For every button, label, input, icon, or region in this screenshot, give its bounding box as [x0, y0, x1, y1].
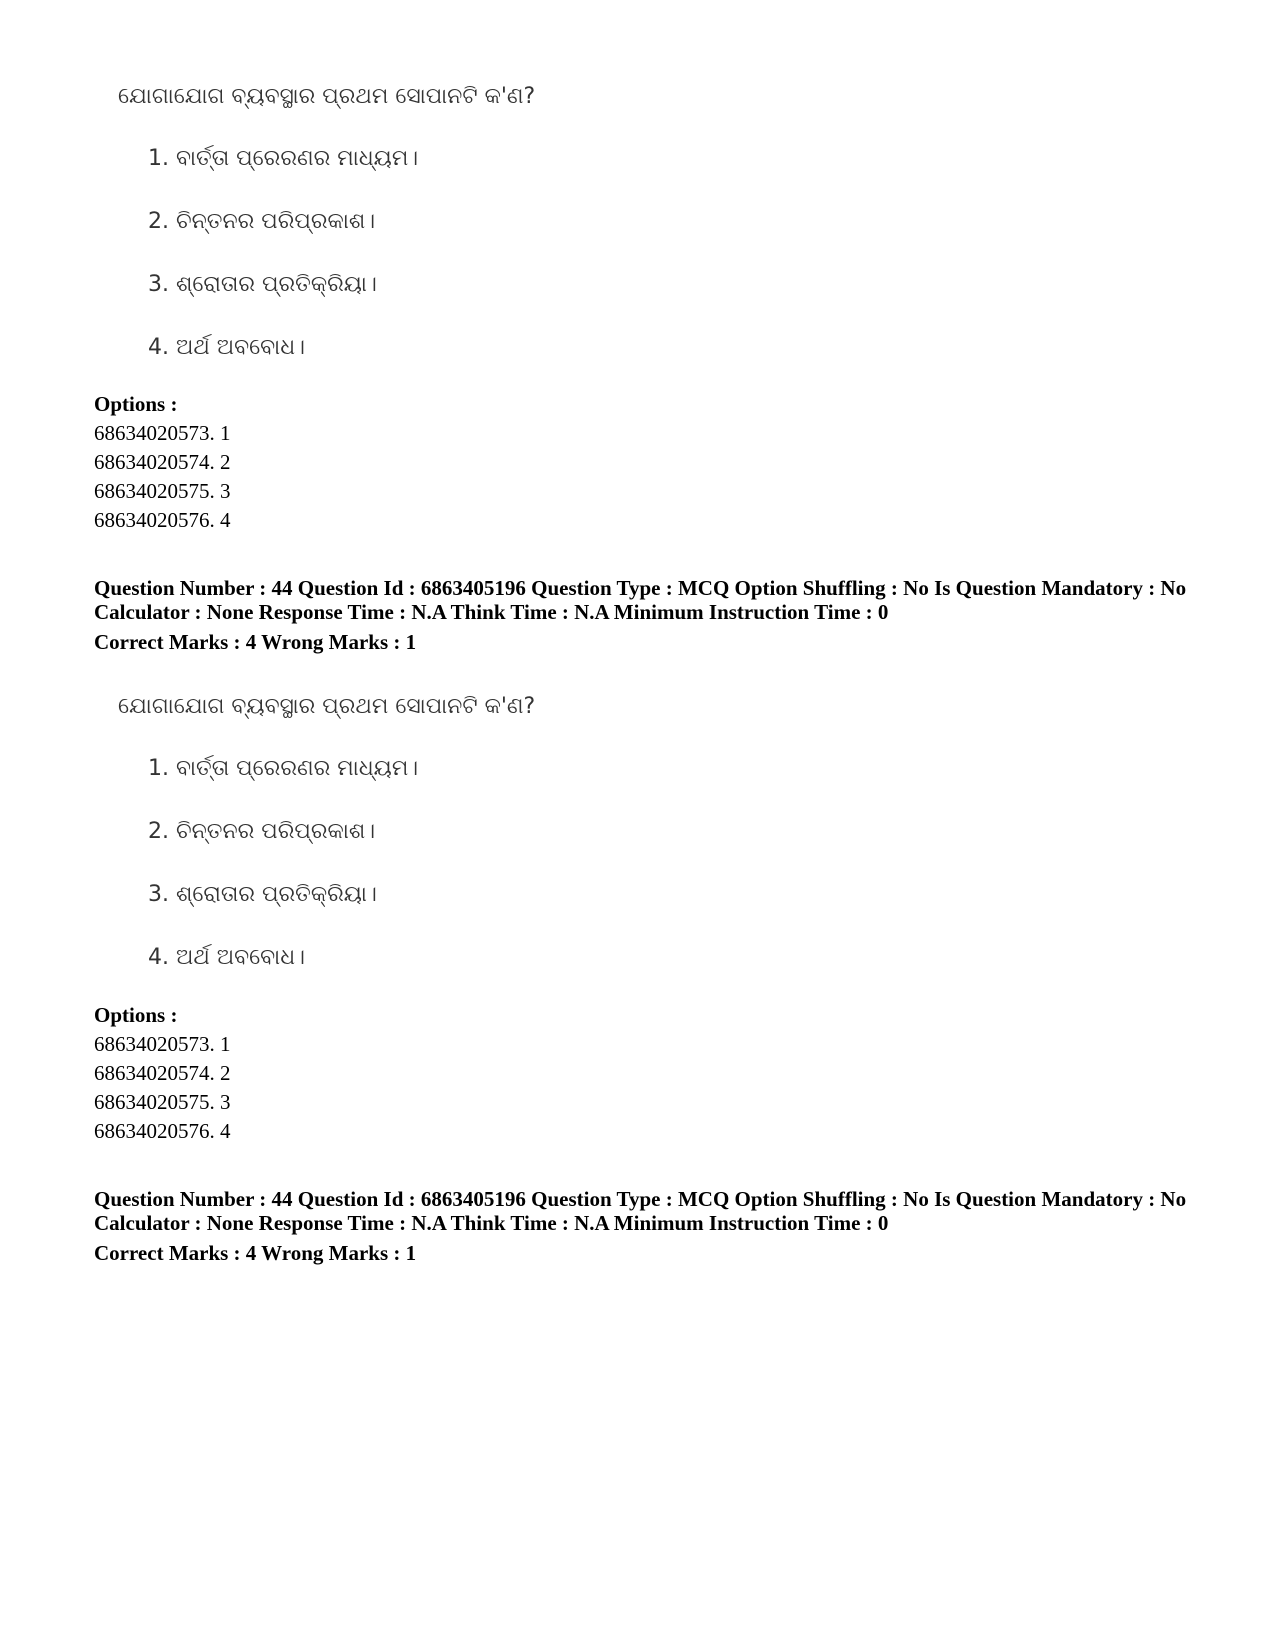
option-item: 68634020574. 2 — [94, 1061, 231, 1085]
options-label: Options : — [94, 392, 178, 416]
question-text: ଯୋଗାଯୋଗ ବ୍ୟବସ୍ଥାର ପ୍ରଥମ ସୋପାନଟି କ'ଣ? — [118, 84, 536, 109]
question-text: ଯୋଗାଯୋଗ ବ୍ୟବସ୍ଥାର ପ୍ରଥମ ସୋପାନଟି କ'ଣ? — [118, 694, 536, 719]
options-label: Options : — [94, 1003, 178, 1027]
statement-item: 4. ଅର୍ଥ ଅବବୋଧ। — [148, 335, 305, 360]
marks-line: Correct Marks : 4 Wrong Marks : 1 — [94, 1241, 417, 1265]
statement-item: 3. ଶ୍ରୋତାର ପ୍ରତିକ୍ରିୟା। — [148, 882, 377, 907]
option-item: 68634020573. 1 — [94, 421, 231, 445]
statement-item: 4. ଅର୍ଥ ଅବବୋଧ। — [148, 945, 305, 970]
option-item: 68634020573. 1 — [94, 1032, 231, 1056]
marks-line: Correct Marks : 4 Wrong Marks : 1 — [94, 630, 417, 654]
statement-item: 3. ଶ୍ରୋତାର ପ୍ରତିକ୍ରିୟା। — [148, 272, 377, 297]
option-item: 68634020575. 3 — [94, 1090, 231, 1114]
option-item: 68634020576. 4 — [94, 1119, 231, 1143]
question-meta: Question Number : 44 Question Id : 6863405196 Question Type : MCQ Option Shuffling : No Is Question Mandatory : No Calculator : None Response Time : N.A Think Time : N.A Minimum Instruction Time : 0 — [94, 1187, 1187, 1235]
statement-item: 1. ବାର୍ତ୍ତା ପ୍ରେରଣର ମାଧ୍ୟମ। — [148, 146, 419, 171]
option-item: 68634020576. 4 — [94, 508, 231, 532]
question-meta: Question Number : 44 Question Id : 6863405196 Question Type : MCQ Option Shuffling : No Is Question Mandatory : No Calculator : None Response Time : N.A Think Time : N.A Minimum Instruction Time : 0 — [94, 576, 1187, 624]
option-item: 68634020574. 2 — [94, 450, 231, 474]
option-item: 68634020575. 3 — [94, 479, 231, 503]
statement-item: 2. ଚିନ୍ତନର ପରିପ୍ରକାଶ। — [148, 209, 376, 234]
statement-item: 1. ବାର୍ତ୍ତା ପ୍ରେରଣର ମାଧ୍ୟମ। — [148, 756, 419, 781]
statement-item: 2. ଚିନ୍ତନର ପରିପ୍ରକାଶ। — [148, 819, 376, 844]
